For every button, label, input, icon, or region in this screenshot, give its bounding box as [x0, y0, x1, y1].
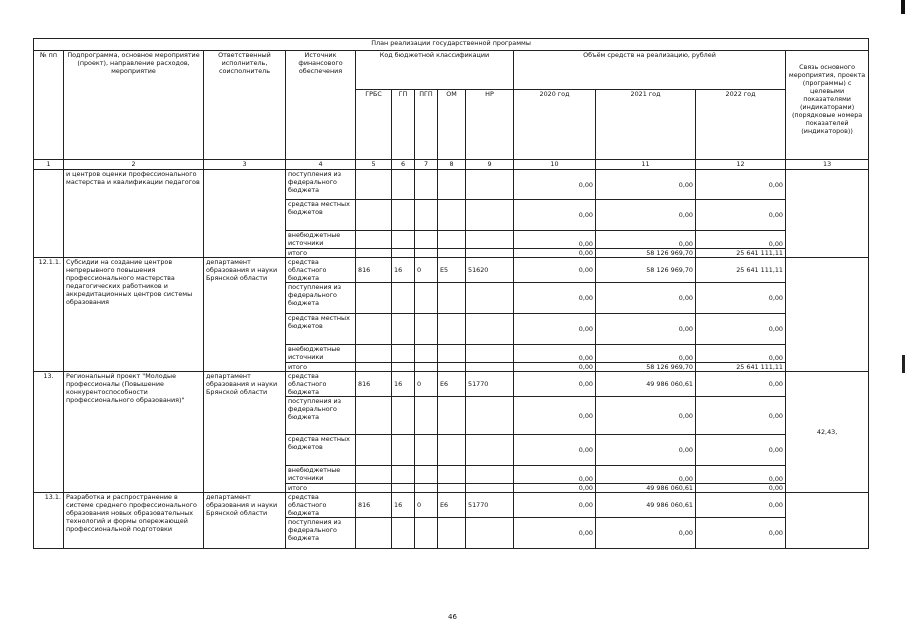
col-number: 7	[415, 160, 438, 170]
amount-2021: 0,00	[596, 231, 696, 249]
amount-2020: 0,00	[514, 466, 596, 484]
code-grbs: 816	[356, 372, 392, 397]
total-2021: 58 126 969,70	[596, 249, 696, 258]
code-om: Е6	[438, 493, 466, 518]
amount-2020: 0,00	[514, 345, 596, 363]
source-total: итого	[286, 363, 356, 372]
table-title: План реализации государственной программы	[34, 39, 869, 51]
source-local: средства местных бюджетов	[286, 200, 356, 231]
header-num: № пп	[34, 51, 64, 160]
code-gp: 16	[392, 372, 415, 397]
code-nr: 51770	[466, 493, 514, 518]
header-grbs: ГРБС	[356, 90, 392, 160]
header-nr: НР	[466, 90, 514, 160]
code-pgp: 0	[415, 493, 438, 518]
col-number: 10	[514, 160, 596, 170]
amount-2021: 0,00	[596, 435, 696, 466]
total-2020: 0,00	[514, 484, 596, 493]
source-extra: внебюджетные источники	[286, 466, 356, 484]
total-2022: 25 641 111,11	[696, 363, 786, 372]
amount-2020: 0,00	[514, 372, 596, 397]
source-extra: внебюджетные источники	[286, 345, 356, 363]
col-number: 5	[356, 160, 392, 170]
total-2020: 0,00	[514, 249, 596, 258]
responsible-executor: департамент образования и науки Брянской области	[204, 258, 286, 372]
responsible-executor: департамент образования и науки Брянской области	[204, 493, 286, 549]
row-number: 13.	[34, 372, 64, 493]
amount-2020: 0,00	[514, 283, 596, 314]
header-gp: ГП	[392, 90, 415, 160]
amount-2020: 0,00	[514, 231, 596, 249]
header-amount: Объём средств на реализацию, рублей	[514, 51, 786, 90]
program-plan-table	[33, 38, 869, 549]
total-2021: 49 986 060,61	[596, 484, 696, 493]
header-2020: 2020 год	[514, 90, 596, 160]
amount-2020: 0,00	[514, 258, 596, 283]
code-gp: 16	[392, 493, 415, 518]
code-om: Е5	[438, 258, 466, 283]
table-row	[34, 170, 869, 200]
source-regional: средства областного бюджета	[286, 372, 356, 397]
amount-2022: 0,00	[696, 231, 786, 249]
amount-2022: 0,00	[696, 493, 786, 518]
col-number: 4	[286, 160, 356, 170]
amount-2021: 0,00	[596, 200, 696, 231]
col-number: 9	[466, 160, 514, 170]
source-federal: поступления из федерального бюджета	[286, 397, 356, 435]
total-2022: 0,00	[696, 484, 786, 493]
indicator-link: 42,43,	[786, 372, 869, 493]
measure-name: Региональный проект "Молодые профессионалы (Повышение конкурентоспособности профессионального образования)"	[64, 372, 204, 493]
amount-2021: 0,00	[596, 170, 696, 200]
code-grbs: 816	[356, 493, 392, 518]
amount-2020: 0,00	[514, 200, 596, 231]
total-2020: 0,00	[514, 363, 596, 372]
header-pgp: ПГП	[415, 90, 438, 160]
header-budget-code: Код бюджетной классификации	[356, 51, 514, 90]
amount-2022: 25 641 111,11	[696, 258, 786, 283]
amount-2021: 49 986 060,61	[596, 493, 696, 518]
amount-2020: 0,00	[514, 518, 596, 549]
col-number: 2	[64, 160, 204, 170]
col-number: 3	[204, 160, 286, 170]
col-number: 1	[34, 160, 64, 170]
code-gp: 16	[392, 258, 415, 283]
measure-name: Субсидии на создание центров непрерывного повышения профессионального мастерства педагогических работников и аккредитационных центров системы образования	[64, 258, 204, 372]
measure-name: и центров оценки профессионального мастерства и квалификации педагогов	[64, 170, 204, 258]
amount-2020: 0,00	[514, 170, 596, 200]
header-2021: 2021 год	[596, 90, 696, 160]
amount-2022: 0,00	[696, 435, 786, 466]
amount-2021: 0,00	[596, 466, 696, 484]
code-om: Е6	[438, 372, 466, 397]
column-number-row	[34, 160, 869, 170]
measure-name: Разработка и распространение в системе среднего профессионального образования новых образовательных технологий и формы опережающей профессиональной подготовки	[64, 493, 204, 549]
amount-2022: 0,00	[696, 466, 786, 484]
amount-2020: 0,00	[514, 397, 596, 435]
amount-2021: 0,00	[596, 314, 696, 345]
row-number: 13.1.	[34, 493, 64, 549]
source-total: итого	[286, 484, 356, 493]
table-row	[34, 493, 869, 518]
page-number: 46	[448, 613, 457, 621]
code-pgp: 0	[415, 372, 438, 397]
amount-2022: 0,00	[696, 372, 786, 397]
header-link: Связь основного мероприятия, проекта (программы) с целевыми показателями (индикаторами) (порядковые номера показателей (индикаторов))	[786, 51, 869, 160]
source-federal: поступления из федерального бюджета	[286, 283, 356, 314]
table-row	[34, 258, 869, 283]
amount-2020: 0,00	[514, 435, 596, 466]
header-subprogram: Подпрограмма, основное мероприятие (проект), направление расходов, мероприятие	[64, 51, 204, 160]
source-local: средства местных бюджетов	[286, 435, 356, 466]
source-regional: средства областного бюджета	[286, 493, 356, 518]
amount-2022: 0,00	[696, 345, 786, 363]
col-number: 12	[696, 160, 786, 170]
code-grbs: 816	[356, 258, 392, 283]
scan-edge-mark	[901, 0, 905, 14]
amount-2022: 0,00	[696, 314, 786, 345]
code-nr: 51770	[466, 372, 514, 397]
amount-2022: 0,00	[696, 200, 786, 231]
header-row	[34, 51, 869, 90]
amount-2022: 0,00	[696, 283, 786, 314]
amount-2020: 0,00	[514, 493, 596, 518]
code-nr: 51620	[466, 258, 514, 283]
amount-2022: 0,00	[696, 170, 786, 200]
amount-2022: 0,00	[696, 397, 786, 435]
amount-2021: 58 126 969,70	[596, 258, 696, 283]
source-regional: средства областного бюджета	[286, 258, 356, 283]
table-row	[34, 372, 869, 397]
header-2022: 2022 год	[696, 90, 786, 160]
amount-2021: 49 986 060,61	[596, 372, 696, 397]
source-federal: поступления из федерального бюджета	[286, 518, 356, 549]
col-number: 8	[438, 160, 466, 170]
amount-2020: 0,00	[514, 314, 596, 345]
source-total: итого	[286, 249, 356, 258]
col-number: 11	[596, 160, 696, 170]
table-title-row	[34, 39, 869, 51]
source-local: средства местных бюджетов	[286, 314, 356, 345]
code-pgp: 0	[415, 258, 438, 283]
amount-2021: 0,00	[596, 518, 696, 549]
amount-2022: 0,00	[696, 518, 786, 549]
amount-2021: 0,00	[596, 283, 696, 314]
source-federal: поступления из федерального бюджета	[286, 170, 356, 200]
amount-2021: 0,00	[596, 397, 696, 435]
source-extra: внебюджетные источники	[286, 231, 356, 249]
col-number: 13	[786, 160, 869, 170]
total-2021: 58 126 969,70	[596, 363, 696, 372]
row-number: 12.1.1.	[34, 258, 64, 372]
responsible-executor: департамент образования и науки Брянской области	[204, 372, 286, 493]
amount-2021: 0,00	[596, 345, 696, 363]
header-om: ОМ	[438, 90, 466, 160]
header-source: Источник финансового обеспечения	[286, 51, 356, 160]
total-2022: 25 641 111,11	[696, 249, 786, 258]
col-number: 6	[392, 160, 415, 170]
header-responsible: Ответственный исполнитель, соисполнитель	[204, 51, 286, 160]
